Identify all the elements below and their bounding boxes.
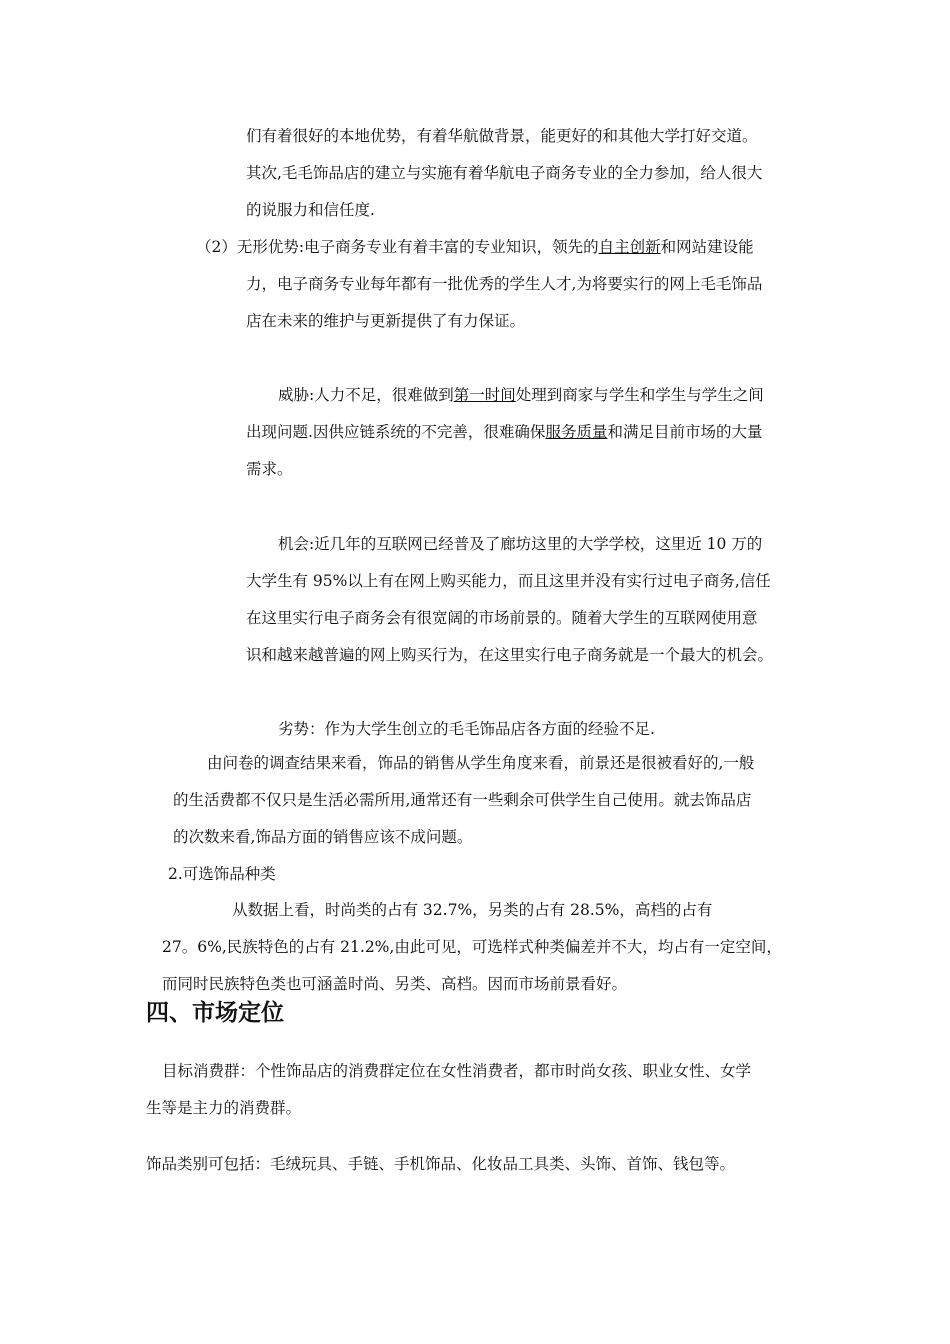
threat-line-2-text-a: 出现问题.因供应链系统的不完善，很难确保 (246, 423, 546, 441)
service-quality-link[interactable]: 服务质量 (545, 423, 608, 441)
threat-line-1 (278, 385, 764, 405)
section-heading: 四、市场定位 (146, 1000, 284, 1026)
threat-line-2-text-b: 和满足目前市场的大量 (607, 423, 763, 441)
item2-line-3: 而同时民族特色类也可涵盖时尚、另类、高档。因而市场前景看好。 (162, 975, 628, 993)
survey-line-3: 的次数来看,饰品方面的销售应该不成问题。 (173, 828, 473, 846)
independent-innovation-link[interactable]: 自主创新 (598, 238, 661, 256)
opportunity-line-2: 大学生有 95%以上有在网上购买能力，而且这里并没有实行过电子商务,信任 (246, 572, 771, 590)
first-time-link[interactable]: 第一时间 (453, 386, 516, 404)
threat-line-3: 需求。 (246, 460, 293, 478)
p2-line-1-text-a: （2）无形优势:电子商务专业有着丰富的专业知识，领先的 (196, 238, 599, 256)
target-line-2: 生等是主力的消费群。 (146, 1099, 302, 1117)
p2-line-1 (196, 237, 754, 257)
item2-title: 2.可选饰品种类 (168, 865, 276, 883)
item2-line-1: 从数据上看，时尚类的占有 32.7%，另类的占有 28.5%，高档的占有 (232, 901, 713, 919)
opportunity-line-4: 识和越来越普遍的网上购买行为，在这里实行电子商务就是一个最大的机会。 (246, 646, 774, 664)
p2-line-3: 店在未来的维护与更新提供了有力保证。 (246, 312, 526, 330)
categories-line: 饰品类别可包括：毛绒玩具、手链、手机饰品、化妆品工具类、头饰、首饰、钱包等。 (146, 1155, 736, 1173)
survey-line-1: 由问卷的调查结果来看，饰品的销售从学生角度来看，前景还是很被看好的,一般 (207, 754, 755, 772)
survey-line-2: 的生活费都不仅只是生活必需所用,通常还有一些剩余可供学生自己使用。就去饰品店 (173, 791, 752, 809)
p2-line-2: 力，电子商务专业每年都有一批优秀的学生人才,为将要实行的网上毛毛饰品 (246, 275, 763, 293)
target-line-1: 目标消费群：个性饰品店的消费群定位在女性消费者，都市时尚女孩、职业女性、女学 (162, 1062, 752, 1080)
opportunity-line-3: 在这里实行电子商务会有很宽阔的市场前景的。随着大学生的互联网使用意 (246, 609, 758, 627)
p1-line-2: 其次,毛毛饰品店的建立与实施有着华航电子商务专业的全力参加，给人很大 (246, 164, 763, 182)
p1-line-1: 们有着很好的本地优势，有着华航做背景，能更好的和其他大学打好交道。 (246, 127, 758, 145)
opportunity-line-1: 机会:近几年的互联网已经普及了廊坊这里的大学学校，这里近 10 万的 (278, 535, 763, 553)
p2-line-1-text-b: 和网站建设能 (660, 238, 754, 256)
threat-line-1-text-a: 威胁:人力不足，很难做到 (278, 386, 454, 404)
threat-line-1-text-b: 处理到商家与学生和学生与学生之间 (515, 386, 764, 404)
weakness-line: 劣势：作为大学生创立的毛毛饰品店各方面的经验不足. (278, 720, 655, 738)
threat-line-2 (246, 422, 762, 442)
item2-line-2: 27。6%,民族特色的占有 21.2%,由此可见，可选样式种类偏差并不大，均占有一定空间， (162, 938, 782, 956)
p1-line-3: 的说服力和信任度. (246, 201, 375, 219)
